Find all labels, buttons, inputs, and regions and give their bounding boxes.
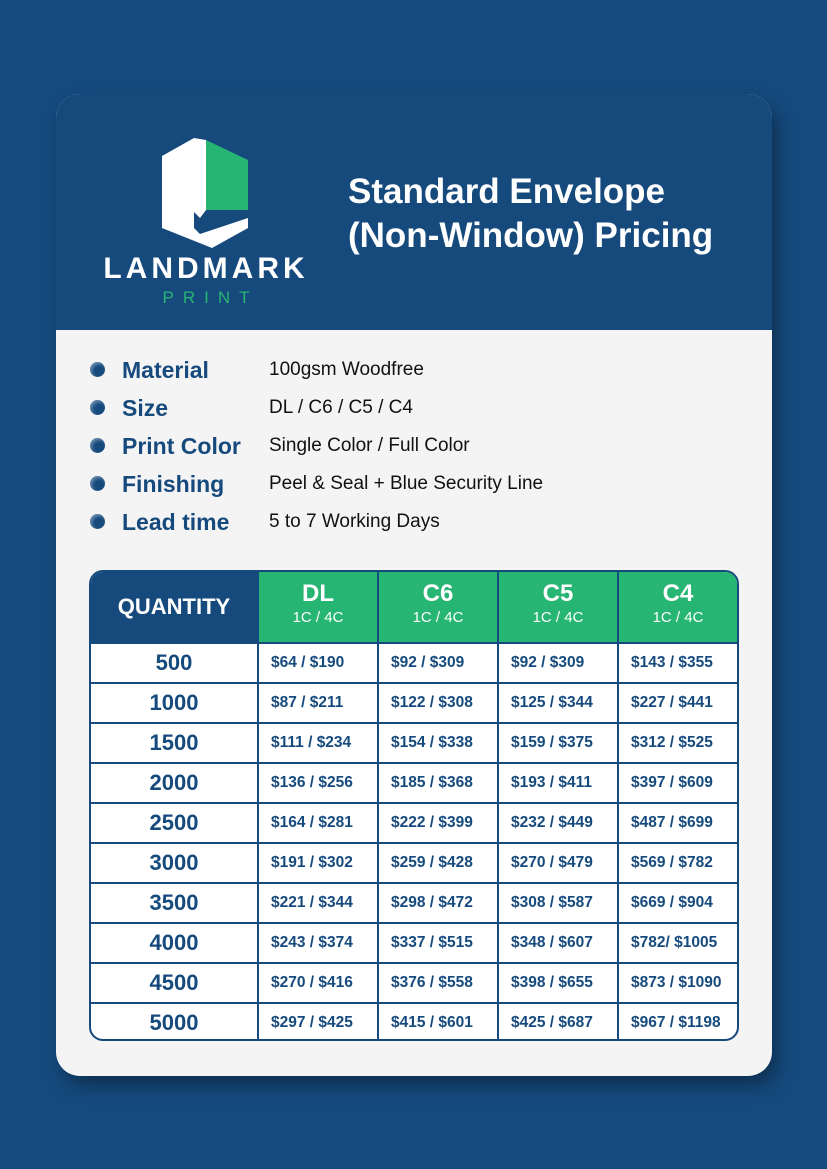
brand-name: LANDMARK <box>103 252 309 285</box>
spec-label: Size <box>122 395 169 421</box>
price-cell: $312 / $525 <box>617 724 737 762</box>
price-cell: $164 / $281 <box>257 804 377 842</box>
page-title <box>348 170 758 258</box>
quantity-cell: 4000 <box>149 930 199 955</box>
bullet-icon <box>90 476 105 491</box>
price-cell: $185 / $368 <box>377 764 497 802</box>
quantity-cell: 5000 <box>149 1010 199 1035</box>
price-cell: $873 / $1090 <box>617 964 737 1002</box>
quantity-cell: 2500 <box>149 810 199 835</box>
price-cell: $191 / $302 <box>257 844 377 882</box>
price-cell: $376 / $558 <box>377 964 497 1002</box>
price-cell: $259 / $428 <box>377 844 497 882</box>
price-cell: $154 / $338 <box>377 724 497 762</box>
column-sub: 1C / 4C <box>652 609 704 626</box>
spec-list <box>86 352 746 542</box>
bullet-icon <box>90 400 105 415</box>
spec-value: Peel & Seal + Blue Security Line <box>269 473 544 494</box>
price-cell: $415 / $601 <box>377 1004 497 1041</box>
price-cell: $243 / $374 <box>257 924 377 962</box>
quantity-cell: 4500 <box>149 970 199 995</box>
price-cell: $569 / $782 <box>617 844 737 882</box>
quantity-cell: 1500 <box>149 730 199 755</box>
table-row <box>91 762 737 802</box>
brand-sub: PRINT <box>162 288 259 307</box>
bullet-icon <box>90 362 105 377</box>
spec-label: Print Color <box>122 433 241 459</box>
spec-row-size <box>86 390 746 428</box>
price-cell: $136 / $256 <box>257 764 377 802</box>
header-banner <box>56 94 772 330</box>
price-cell: $222 / $399 <box>377 804 497 842</box>
price-cell: $782/ $1005 <box>617 924 737 962</box>
pricing-table <box>89 570 739 1041</box>
table-row <box>91 682 737 722</box>
price-cell: $308 / $587 <box>497 884 617 922</box>
price-cell: $348 / $607 <box>497 924 617 962</box>
table-row <box>91 882 737 922</box>
price-cell: $227 / $441 <box>617 684 737 722</box>
quantity-cell: 3000 <box>149 850 199 875</box>
column-header-c4 <box>617 572 737 642</box>
table-row <box>91 1002 737 1041</box>
column-sub: 1C / 4C <box>292 609 344 626</box>
spec-row-lead-time <box>86 504 746 542</box>
price-cell: $64 / $190 <box>257 644 377 682</box>
spec-row-material <box>86 352 746 390</box>
price-cell: $270 / $479 <box>497 844 617 882</box>
spec-row-print-color <box>86 428 746 466</box>
table-header-row <box>91 572 737 642</box>
quantity-cell: 3500 <box>149 890 199 915</box>
price-cell: $298 / $472 <box>377 884 497 922</box>
spec-label: Lead time <box>122 509 230 535</box>
price-cell: $143 / $355 <box>617 644 737 682</box>
price-cell: $232 / $449 <box>497 804 617 842</box>
column-header-c6 <box>377 572 497 642</box>
price-cell: $270 / $416 <box>257 964 377 1002</box>
price-cell: $92 / $309 <box>497 644 617 682</box>
spec-row-finishing <box>86 466 746 504</box>
bullet-icon <box>90 514 105 529</box>
price-cell: $125 / $344 <box>497 684 617 722</box>
quantity-cell: 500 <box>155 650 193 675</box>
price-cell: $297 / $425 <box>257 1004 377 1041</box>
table-row <box>91 642 737 682</box>
column-header-c5 <box>497 572 617 642</box>
price-cell: $337 / $515 <box>377 924 497 962</box>
quantity-cell: 2000 <box>149 770 199 795</box>
table-row <box>91 802 737 842</box>
column-name: C6 <box>422 580 454 607</box>
price-cell: $397 / $609 <box>617 764 737 802</box>
table-row <box>91 922 737 962</box>
bullet-icon <box>90 438 105 453</box>
column-name: C4 <box>662 580 694 607</box>
price-cell: $92 / $309 <box>377 644 497 682</box>
price-cell: $159 / $375 <box>497 724 617 762</box>
quantity-header: QUANTITY <box>91 572 257 642</box>
price-cell: $221 / $344 <box>257 884 377 922</box>
price-cell: $669 / $904 <box>617 884 737 922</box>
price-cell: $967 / $1198 <box>617 1004 737 1041</box>
table-row <box>91 842 737 882</box>
table-row <box>91 722 737 762</box>
price-cell: $398 / $655 <box>497 964 617 1002</box>
column-header-dl <box>257 572 377 642</box>
price-cell: $111 / $234 <box>257 724 377 762</box>
price-cell: $193 / $411 <box>497 764 617 802</box>
column-name: C5 <box>542 580 574 607</box>
column-sub: 1C / 4C <box>532 609 584 626</box>
pricing-card <box>56 94 772 1076</box>
title-line-1: Standard Envelope <box>348 172 666 211</box>
landmark-logo-icon <box>156 138 256 248</box>
spec-label: Material <box>122 357 209 383</box>
spec-label: Finishing <box>122 471 225 497</box>
column-sub: 1C / 4C <box>412 609 464 626</box>
price-cell: $425 / $687 <box>497 1004 617 1041</box>
column-name: DL <box>302 580 334 607</box>
price-cell: $487 / $699 <box>617 804 737 842</box>
table-row <box>91 962 737 1002</box>
spec-value: 5 to 7 Working Days <box>269 511 440 532</box>
price-cell: $122 / $308 <box>377 684 497 722</box>
price-cell: $87 / $211 <box>257 684 377 722</box>
spec-value: DL / C6 / C5 / C4 <box>269 397 413 418</box>
quantity-cell: 1000 <box>149 690 199 715</box>
title-line-2: (Non-Window) Pricing <box>348 216 714 255</box>
spec-value: Single Color / Full Color <box>269 435 470 456</box>
spec-value: 100gsm Woodfree <box>269 359 424 380</box>
